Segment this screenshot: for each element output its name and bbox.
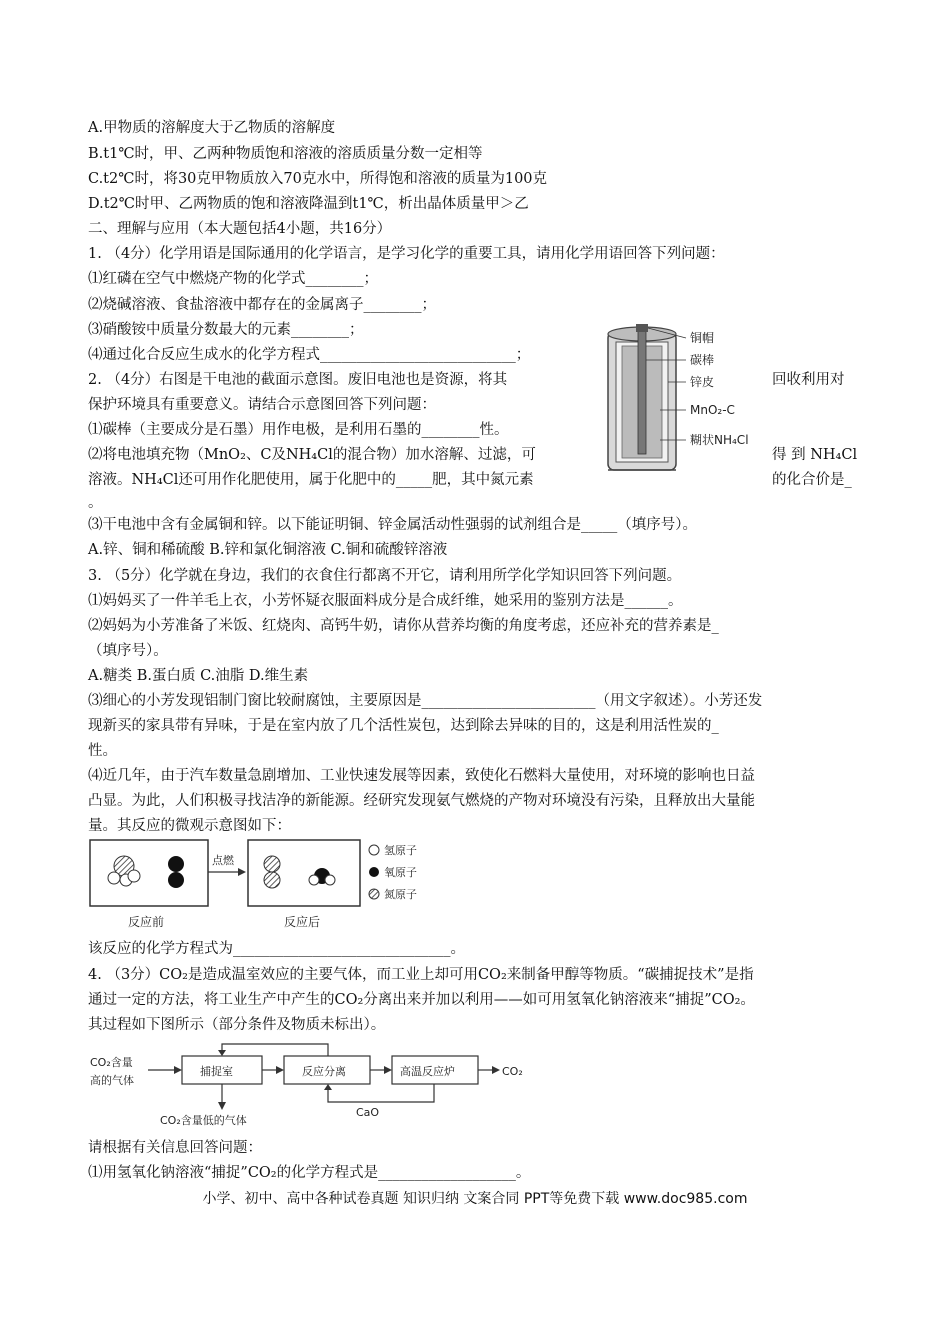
flow-box-furnace-label: 高温反应炉 bbox=[400, 1065, 455, 1078]
option-c: C.t2℃时，将30克甲物质放入70克水中，所得饱和溶液的质量为100克 bbox=[88, 171, 548, 187]
q3-part-4-end: 量。其反应的微观示意图如下： bbox=[88, 818, 291, 834]
flow-input-label-1: CO₂含量 bbox=[90, 1056, 133, 1069]
q2-part-1: ⑴碳棒（主要成分是石墨）用作电极，是利用石墨的________性。 bbox=[88, 422, 509, 438]
after-label: 反应后 bbox=[284, 915, 321, 929]
q2-part-2-cont: 溶液。NH₄Cl还可用作化肥使用，属于化肥中的_____肥，其中氮元素 bbox=[88, 472, 534, 488]
q3-part-3: ⑶细心的小芳发现铝制门窗比较耐腐蚀，主要原因是________________________（用文字叙述）。小芳还发 bbox=[88, 693, 763, 709]
question-4-end: 其过程如下图所示（部分条件及物质未标出）。 bbox=[88, 1017, 386, 1033]
question-2-right: 回收利用对 bbox=[772, 372, 845, 388]
section-heading: 二、理解与应用（本大题包括4小题，共16分） bbox=[88, 221, 392, 237]
flow-input-label-2: 高的气体 bbox=[90, 1074, 134, 1087]
q2-part-2-right: 得 到 NH₄Cl bbox=[772, 447, 858, 463]
battery-diagram bbox=[602, 322, 770, 474]
option-a: A.甲物质的溶解度大于乙物质的溶解度 bbox=[88, 120, 336, 136]
q2-part-2-end: 。 bbox=[88, 495, 103, 511]
legend-oxygen: 氧原子 bbox=[384, 866, 417, 879]
battery-label-mno2: MnO₂-C bbox=[690, 403, 735, 417]
after-box bbox=[248, 840, 360, 906]
q1-part-2: ⑵烧碱溶液、食盐溶液中都存在的金属离子________； bbox=[88, 297, 436, 313]
question-1: 1. （4分）化学用语是国际通用的化学语言，是学习化学的重要工具，请用化学用语回答下列问题： bbox=[88, 246, 725, 262]
q1-part-3: ⑶硝酸铵中质量分数最大的元素________； bbox=[88, 322, 364, 338]
legend-nitrogen: 氮原子 bbox=[384, 888, 417, 901]
battery-label-cap: 铜帽 bbox=[690, 331, 715, 345]
q3-options: A.糖类 B.蛋白质 C.油脂 D.维生素 bbox=[88, 668, 309, 684]
q2-options: A.锌、铜和稀硫酸 B.锌和氯化铜溶液 C.铜和硫酸锌溶液 bbox=[88, 542, 448, 558]
question-4-cont: 通过一定的方法，将工业生产中产生的CO₂分离出来并加以利用——如可用氢氧化钠溶液来“捕捉”CO₂。 bbox=[88, 992, 755, 1008]
question-3: 3. （5分）化学就在身边，我们的衣食住行都离不开它，请利用所学化学知识回答下列问题。 bbox=[88, 568, 682, 584]
q4-part-1: ⑴用氢氧化钠溶液“捕捉”CO₂的化学方程式是___________________。 bbox=[88, 1165, 531, 1181]
q1-part-4: ⑷通过化合反应生成水的化学方程式___________________________； bbox=[88, 347, 531, 363]
option-d: D.t2℃时甲、乙两物质的饱和溶液降温到t1℃，析出晶体质量甲＞乙 bbox=[88, 196, 529, 212]
q3-part-3-cont: 现新买的家具带有异味，于是在室内放了几个活性炭包，达到除去异味的目的，这是利用活性炭的_ bbox=[88, 718, 719, 734]
question-2-cont: 保护环境具有重要意义。请结合示意图回答下列问题： bbox=[88, 397, 436, 413]
q3-equation-line: 该反应的化学方程式为______________________________。 bbox=[88, 941, 465, 957]
reaction-diagram bbox=[88, 836, 438, 932]
question-4: 4. （3分）CO₂是造成温室效应的主要气体，而工业上却可用CO₂来制备甲醇等物质。“碳捕捉技术”是指 bbox=[88, 967, 754, 983]
q3-part-2: ⑵妈妈为小芳准备了米饭、红烧肉、高钙牛奶，请你从营养均衡的角度考虑，还应补充的营养素是_ bbox=[88, 618, 719, 634]
flow-output: CO₂ bbox=[502, 1065, 523, 1078]
arrow-label: 点燃 bbox=[212, 854, 234, 867]
flow-box-separate-label: 反应分离 bbox=[302, 1065, 346, 1078]
q2-part-2-cont-right: 的化合价是_ bbox=[772, 472, 852, 488]
battery-copper-cap bbox=[636, 324, 648, 332]
q1-part-1: ⑴红磷在空气中燃烧产物的化学式________； bbox=[88, 271, 378, 287]
flow-box-capture-label: 捕捉室 bbox=[200, 1065, 233, 1078]
q2-part-2: ⑵将电池填充物（MnO₂、C及NH₄Cl的混合物）加水溶解、过滤，可 bbox=[88, 447, 536, 463]
q3-part-3-end: 性。 bbox=[88, 743, 117, 759]
battery-label-zinc: 锌皮 bbox=[690, 375, 715, 389]
question-2: 2. （4分）右图是干电池的截面示意图。废旧电池也是资源，将其 bbox=[88, 372, 508, 388]
q3-part-4: ⑷近几年，由于汽车数量急剧增加、工业快速发展等因素，致使化石燃料大量使用，对环境的影响也日益 bbox=[88, 768, 755, 784]
q3-part-1: ⑴妈妈买了一件羊毛上衣，小芳怀疑衣服面料成分是合成纤维，她采用的鉴别方法是______。 bbox=[88, 593, 683, 609]
q2-part-3: ⑶干电池中含有金属铜和锌。以下能证明铜、锌金属活动性强弱的试剂组合是_____（填序号）。 bbox=[88, 517, 697, 533]
flow-bottom-output: CO₂含量低的气体 bbox=[160, 1114, 247, 1127]
flow-diagram bbox=[88, 1040, 528, 1132]
q4-prompt: 请根据有关信息回答问题： bbox=[88, 1140, 262, 1156]
page-footer: 小学、初中、高中各种试卷真题 知识归纳 文案合同 PPT等免费下载 www.doc985.com bbox=[202, 1191, 748, 1207]
battery-label-rod: 碳棒 bbox=[690, 353, 715, 367]
q3-part-4-cont: 凸显。为此，人们积极寻找洁净的新能源。经研究发现氨气燃烧的产物对环境没有污染，且释放出大量能 bbox=[88, 793, 755, 809]
battery-carbon-rod bbox=[638, 330, 646, 454]
q3-part-2-cont: （填序号）。 bbox=[88, 643, 168, 659]
option-b: B.t1℃时，甲、乙两种物质饱和溶液的溶质质量分数一定相等 bbox=[88, 146, 483, 162]
before-box bbox=[90, 840, 208, 906]
flow-recycle-label: CaO bbox=[356, 1106, 380, 1119]
battery-label-nh4cl: 糊状NH₄Cl bbox=[690, 433, 749, 447]
before-label: 反应前 bbox=[128, 915, 165, 929]
legend-hydrogen: 氢原子 bbox=[384, 844, 417, 857]
